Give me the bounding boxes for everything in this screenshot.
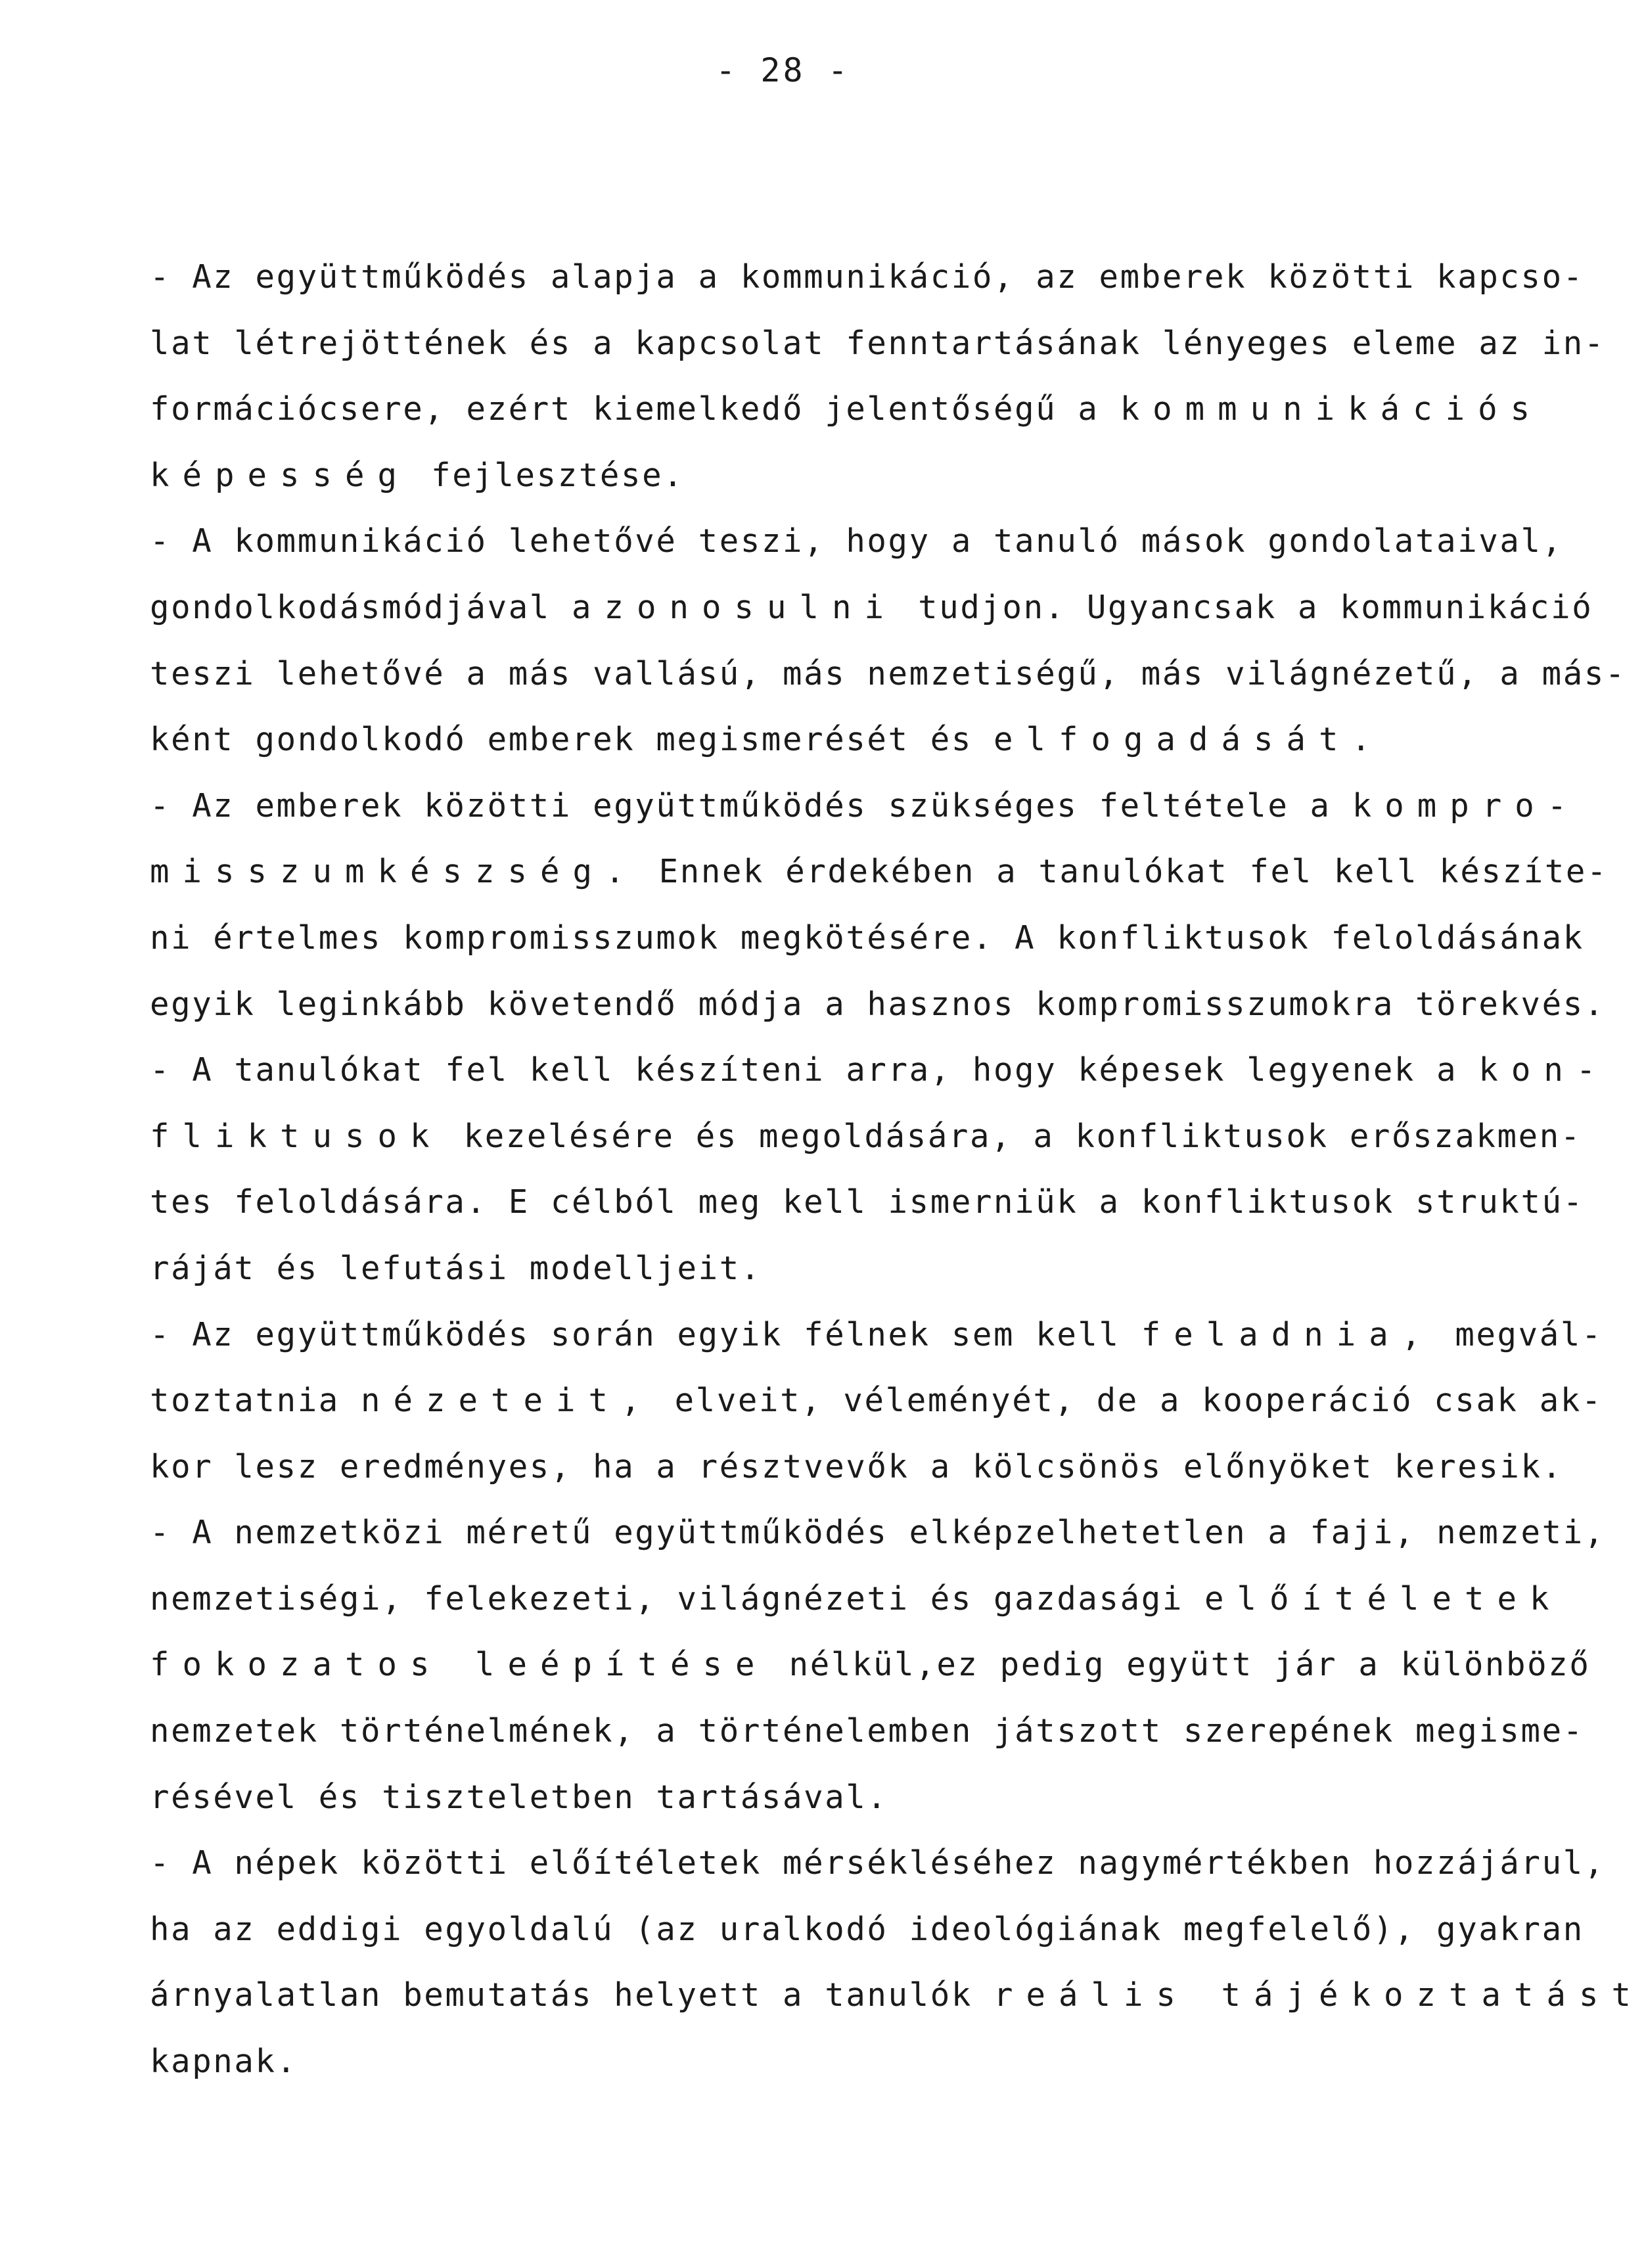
text-line <box>150 244 1584 311</box>
spaced-emphasis: kompro- <box>1352 786 1580 825</box>
text-segment: ráját és lefutási modelljeit. <box>150 1249 762 1287</box>
text-segment: - A nemzetközi méretű együttműködés elképzelhetetlen a faji, nemzeti, <box>150 1514 1605 1552</box>
text-line <box>150 1302 1603 1369</box>
text-line <box>150 707 1530 773</box>
text-line <box>150 1236 1530 1302</box>
text-segment: kor lesz eredményes, ha a résztvevők a kölcsönös előnyöket keresik. <box>150 1447 1563 1486</box>
spaced-emphasis: nézeteit, <box>361 1382 654 1420</box>
text-line <box>150 641 1627 708</box>
text-line <box>150 1037 1609 1104</box>
text-segment: tudjon. Ugyancsak a kommunikáció <box>897 588 1593 626</box>
text-segment: - A kommunikáció lehetővé teszi, hogy a tanuló mások gondolataival, <box>150 522 1563 560</box>
text-line <box>150 2029 1530 2095</box>
text-segment: nélkül,ez pedig együtt jár a különböző <box>767 1646 1591 1684</box>
spaced-emphasis: elfogadását. <box>993 721 1384 759</box>
text-segment: tes feloldására. E célból meg kell ismerniük a konfliktusok struktú- <box>150 1183 1584 1221</box>
spaced-emphasis: fokozatos leépítése <box>150 1646 768 1684</box>
text-segment: nemzetiségi, felekezeti, világnézeti és gazdasági <box>150 1579 1205 1618</box>
text-line <box>150 905 1584 972</box>
text-segment: teszi lehetővé a más vallású, más nemzetiségű, más világnézetű, a más- <box>150 654 1627 692</box>
text-segment: Ennek érdekében a tanulókat fel kell készíte- <box>637 853 1609 891</box>
spaced-emphasis: fliktusok <box>150 1117 443 1155</box>
text-line <box>150 972 1605 1038</box>
text-segment: egyik leginkább követendő módja a hasznos kompromisszumokra törekvés. <box>150 985 1605 1023</box>
text-line <box>150 1897 1584 1963</box>
text-line <box>150 1632 1591 1698</box>
text-segment: ha az eddigi egyoldalú (az uralkodó ideológiának megfelelő), gyakran <box>150 1910 1584 1948</box>
text-line <box>150 1169 1584 1236</box>
text-segment: - Az együttműködés során egyik félnek sem kell <box>150 1315 1141 1353</box>
spaced-emphasis: feladnia, <box>1141 1315 1434 1353</box>
text-line <box>150 509 1563 575</box>
text-line <box>150 443 1530 509</box>
text-line <box>150 1368 1603 1434</box>
text-line <box>150 1434 1563 1501</box>
text-segment: - A népek közötti előítéletek mérsékléséhez nagymértékben hozzájárul, <box>150 1844 1605 1882</box>
text-segment: lat létrejöttének és a kapcsolat fenntartásának lényeges eleme az in- <box>150 324 1605 362</box>
spaced-emphasis: előítéletek <box>1204 1579 1563 1618</box>
text-segment: árnyalatlan bemutatás helyett a tanulók <box>150 1976 994 2014</box>
text-segment: kapnak. <box>150 2043 298 2081</box>
text-segment: gondolkodásmódjával <box>150 588 572 626</box>
text-segment: - Az emberek közötti együttműködés szükséges feltétele a <box>150 786 1352 825</box>
text-segment: toztatnia <box>150 1382 361 1420</box>
text-segment: megvál- <box>1434 1315 1603 1353</box>
text-segment: nemzetek történelmének, a történelemben játszott szerepének megisme- <box>150 1712 1584 1750</box>
text-segment: - A tanulókat fel kell készíteni arra, hogy képesek legyenek a <box>150 1051 1479 1089</box>
text-line <box>150 1500 1605 1566</box>
spaced-emphasis: misszumkészség. <box>150 853 638 891</box>
text-segment: résével és tiszteletben tartásával. <box>150 1778 888 1816</box>
text-line <box>150 575 1593 641</box>
page-number: - 28 - <box>716 51 850 89</box>
text-segment: kezelésére és megoldására, a konfliktusok erőszakmen- <box>442 1117 1582 1155</box>
text-segment: ni értelmes kompromisszumok megkötésére. A konfliktusok feloldásának <box>150 919 1584 957</box>
text-line <box>150 1566 1563 1633</box>
spaced-emphasis: kommunikációs <box>1120 390 1543 428</box>
text-segment: fejlesztése. <box>410 456 685 494</box>
spaced-emphasis: képesség <box>150 456 411 494</box>
text-line <box>150 376 1543 443</box>
text-line <box>150 1830 1605 1897</box>
text-line <box>150 1765 1530 1831</box>
text-segment: elveit, véleményét, de a kooperáció csak ak- <box>653 1382 1603 1420</box>
text-line <box>150 839 1609 905</box>
spaced-emphasis: azonosulni <box>572 588 898 626</box>
text-line <box>150 311 1605 377</box>
text-line <box>150 1698 1584 1765</box>
text-segment: ként gondolkodó emberek megismerését és <box>150 721 994 759</box>
text-segment: formációcsere, ezért kiemelkedő jelentőségű a <box>150 390 1120 428</box>
text-line <box>150 773 1580 840</box>
body-text <box>150 244 1644 2095</box>
text-line <box>150 1104 1582 1170</box>
text-line <box>150 1962 1644 2029</box>
text-segment: - Az együttműködés alapja a kommunikáció, az emberek közötti kapcso- <box>150 258 1584 296</box>
spaced-emphasis: reális tájékoztatást <box>993 1976 1644 2014</box>
spaced-emphasis: kon- <box>1478 1051 1609 1089</box>
